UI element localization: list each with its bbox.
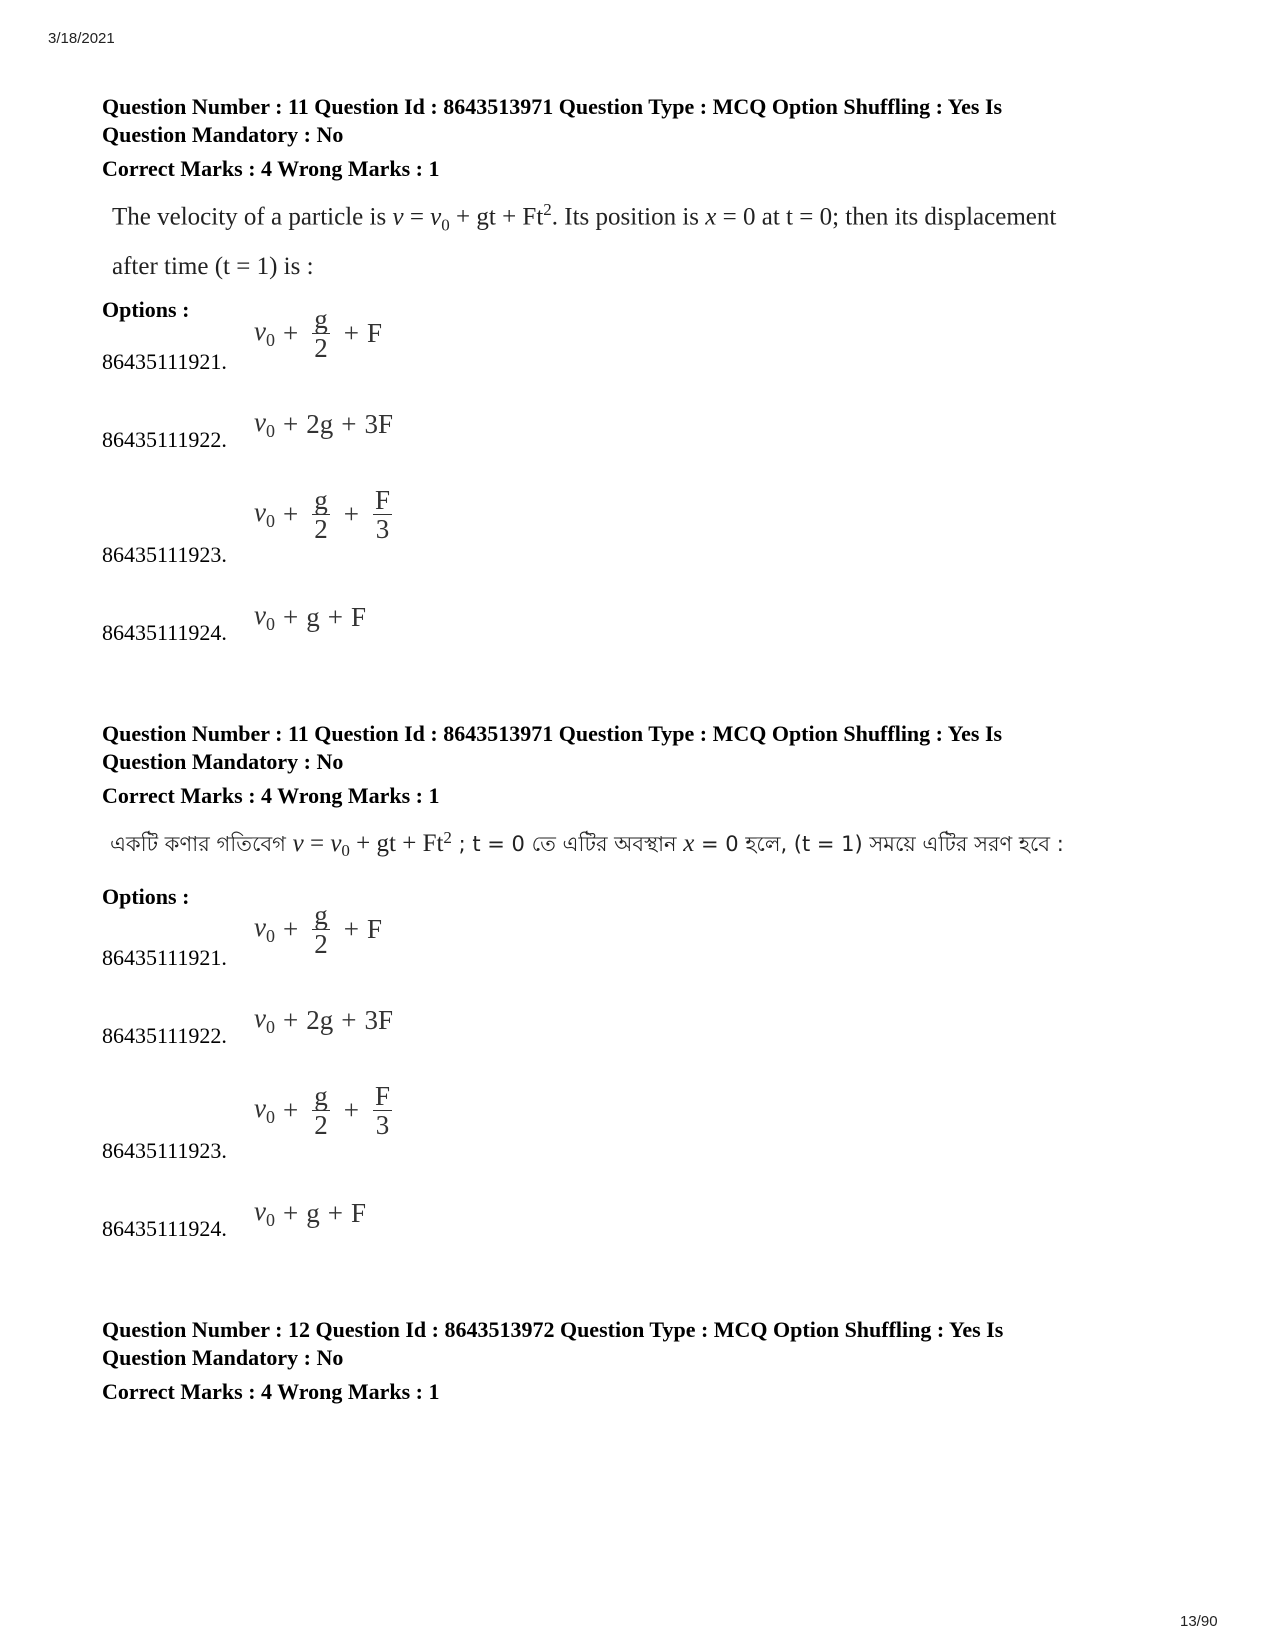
question-marks: Correct Marks : 4 Wrong Marks : 1	[102, 783, 440, 808]
option-id: 86435111922.	[102, 1023, 227, 1048]
options-list-2	[102, 891, 1182, 1291]
question-block-2	[102, 720, 1182, 911]
option-id: 86435111921.	[102, 945, 227, 970]
option-formula: $v_0$ + $\frac{g}{2}$ + $\frac{F}{3}$	[254, 1081, 390, 1140]
option-formula: $v_0$ + $\frac{g}{2}$ + F	[254, 304, 382, 363]
option-formula: $v_0$ + 2g + 3F	[254, 1003, 393, 1037]
option-formula: $v_0$ + $\frac{g}{2}$ + F	[254, 900, 382, 959]
option-id: 86435111921.	[102, 349, 227, 374]
options-label: Options :	[102, 297, 190, 323]
option-4[interactable]	[102, 566, 702, 646]
question-mandatory: Question Mandatory : No	[102, 1345, 344, 1370]
options-label: Options :	[102, 884, 190, 910]
question-marks: Correct Marks : 4 Wrong Marks : 1	[102, 1379, 440, 1404]
question-block-3	[102, 1316, 1182, 1406]
question-text-bengali: একটি কণার গতিবেগ $v = v_0$ + gt + $Ft^2$ ; t = 0 তে এটির অবস্থান x = 0 হলে, (t = 1) সময়ে এটির সরণ হবে :	[110, 828, 1064, 861]
option-id: 86435111924.	[102, 620, 227, 645]
option-id: 86435111923.	[102, 542, 227, 567]
option-formula: $v_0$ + 2g + 3F	[254, 407, 393, 441]
option-id: 86435111923.	[102, 1138, 227, 1163]
question-mandatory: Question Mandatory : No	[102, 122, 344, 147]
question-header: Question Number : 11 Question Id : 8643513971 Question Type : MCQ Option Shuffling : Yes Is	[102, 94, 1003, 119]
option-3[interactable]	[102, 1081, 702, 1164]
option-formula: $v_0$ + g + F	[254, 1196, 366, 1230]
option-3[interactable]	[102, 485, 702, 568]
option-id: 86435111922.	[102, 427, 227, 452]
page-number: 13/90	[1180, 1613, 1218, 1630]
option-formula: $v_0$ + $\frac{g}{2}$ + $\frac{F}{3}$	[254, 485, 390, 544]
option-1[interactable]	[102, 295, 702, 375]
question-mandatory: Question Mandatory : No	[102, 749, 344, 774]
option-formula: $v_0$ + g + F	[254, 600, 366, 634]
option-1[interactable]	[102, 891, 702, 971]
question-header: Question Number : 11 Question Id : 8643513971 Question Type : MCQ Option Shuffling : Yes Is	[102, 721, 1003, 746]
option-id: 86435111924.	[102, 1216, 227, 1241]
question-header: Question Number : 12 Question Id : 8643513972 Question Type : MCQ Option Shuffling : Yes Is	[102, 1317, 1004, 1342]
print-date: 3/18/2021	[48, 30, 115, 47]
option-2[interactable]	[102, 373, 702, 453]
question-marks: Correct Marks : 4 Wrong Marks : 1	[102, 156, 440, 181]
question-text: The velocity of a particle is $v = v_0$ + gt + $Ft^2$. Its position is x = 0 at t = 0; then its displacement after time (t = 1) is :	[112, 200, 1057, 281]
question-block-1	[102, 93, 1182, 324]
option-4[interactable]	[102, 1162, 702, 1242]
options-list-1	[102, 295, 1182, 695]
option-2[interactable]	[102, 969, 702, 1049]
